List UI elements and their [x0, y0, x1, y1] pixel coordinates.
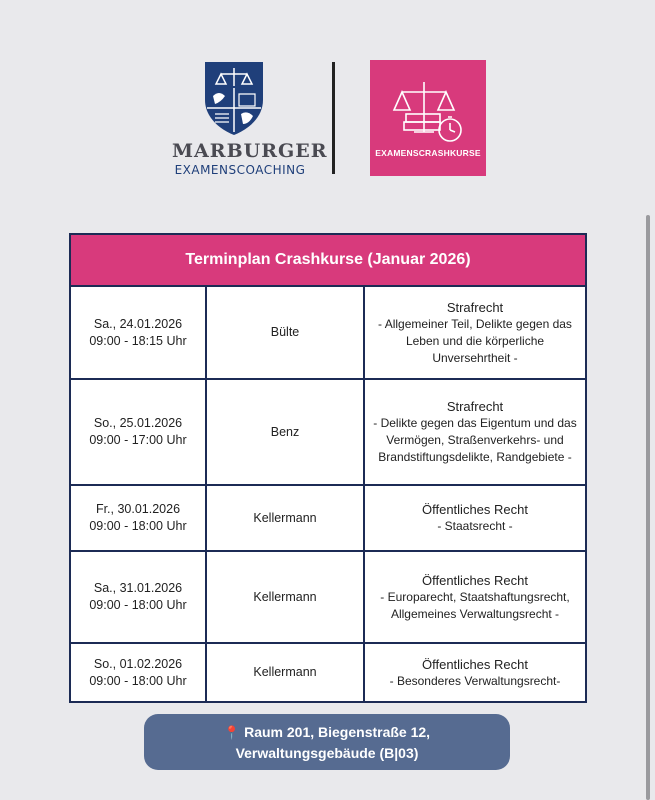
examenscrashkurse-logo: [370, 60, 486, 176]
subject: Strafrecht: [446, 299, 504, 315]
scales-stopwatch-icon: [388, 74, 468, 144]
subject: Strafrecht: [446, 399, 504, 414]
date-cell: [71, 287, 207, 378]
topic-cell: [365, 380, 585, 484]
lecturer: Kellermann: [253, 510, 317, 525]
marburger-title: MARBURGER: [172, 140, 328, 162]
date-cell: [71, 644, 207, 701]
topic-cell: [365, 644, 585, 701]
lecturer-cell: [207, 287, 365, 378]
marburger-subtitle: EXAMENSCOACHING: [174, 163, 306, 177]
time: 09:00 - 17:00 Uhr: [89, 433, 187, 447]
detail: - Europarecht, Staatshaftungsrecht, Allgemeines Verwaltungsrecht -: [380, 589, 570, 621]
lecturer: Bülte: [270, 325, 300, 339]
scrollbar[interactable]: [646, 215, 650, 800]
detail: - Besonderes Verwaltungsrecht-: [389, 673, 561, 688]
marburger-logo: [172, 60, 328, 180]
detail: - Allgemeiner Teil, Delikte gegen das Leben und die körperliche Unversehrtheit -: [378, 316, 572, 365]
date: Sa., 31.01.2026: [93, 581, 183, 595]
table-row: [71, 644, 585, 701]
lecturer-cell: [207, 644, 365, 701]
lecturer: Kellermann: [253, 589, 317, 604]
table-row: [71, 486, 585, 552]
detail: - Delikte gegen das Eigentum und das Vermögen, Straßenverkehrs- und Brandstiftungsdelikte, Randgebiete -: [373, 416, 577, 464]
shield-icon: [203, 60, 265, 136]
date: So., 01.02.2026: [93, 656, 183, 671]
time: 09:00 - 18:00 Uhr: [89, 598, 187, 612]
date: So., 25.01.2026: [93, 416, 183, 430]
date-cell: [71, 552, 207, 642]
date-cell: [71, 486, 207, 550]
table-row: [71, 552, 585, 644]
topic-cell: [365, 486, 585, 550]
pin-icon: 📍: [223, 724, 241, 740]
lecturer-cell: [207, 486, 365, 550]
subject: Öffentliches Recht: [422, 656, 528, 672]
examenscrashkurse-label: EXAMENSCRASHKURSE: [375, 148, 481, 158]
schedule-table: [69, 233, 587, 703]
lecturer: Benz: [270, 424, 300, 439]
location-line-1: 📍 Raum 201, Biegenstraße 12,: [223, 723, 431, 740]
lecturer: Kellermann: [253, 665, 317, 679]
time: 09:00 - 18:15 Uhr: [89, 333, 187, 348]
topic-cell: [365, 552, 585, 642]
subject: Öffentliches Recht: [422, 572, 528, 588]
date-cell: [71, 380, 207, 484]
location-line-2: Verwaltungsgebäude (B|03): [235, 744, 419, 761]
time: 09:00 - 18:00 Uhr: [89, 519, 187, 533]
date: Sa., 24.01.2026: [93, 316, 183, 331]
location-badge: [144, 714, 510, 770]
table-row: [71, 287, 585, 380]
subject: Öffentliches Recht: [422, 502, 528, 517]
table-title: Terminplan Crashkurse (Januar 2026): [71, 235, 585, 287]
detail: - Staatsrecht -: [437, 519, 513, 533]
logo-divider: [332, 62, 335, 174]
table-row: [71, 380, 585, 486]
lecturer-cell: [207, 380, 365, 484]
topic-cell: [365, 287, 585, 378]
time: 09:00 - 18:00 Uhr: [89, 673, 187, 688]
lecturer-cell: [207, 552, 365, 642]
date: Fr., 30.01.2026: [95, 502, 181, 516]
